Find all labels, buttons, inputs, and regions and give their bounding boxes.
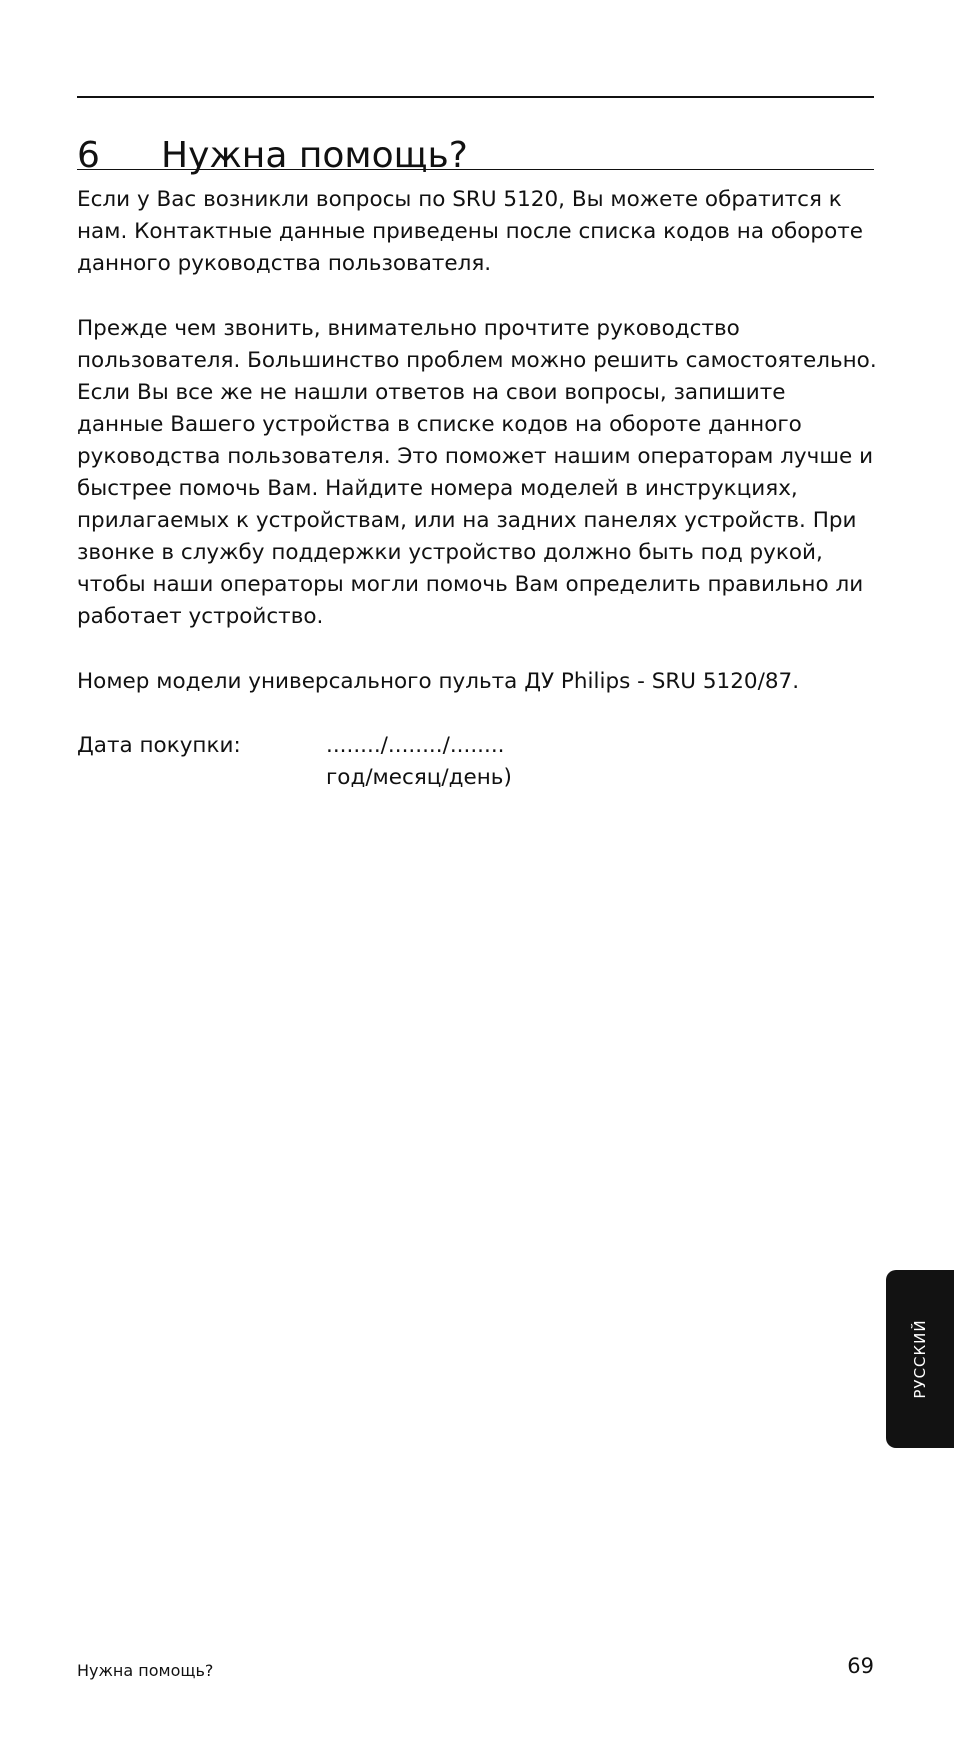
model-number-paragraph: Номер модели универсального пульта ДУ Philips - SRU 5120/87. (77, 669, 800, 694)
footer-title: Нужна помощь? (77, 1661, 214, 1680)
top-rule (77, 96, 874, 98)
purchase-date-format: год/месяц/день) (326, 765, 512, 790)
heading-rule (77, 169, 874, 170)
intro-paragraph: Если у Вас возникли вопросы по SRU 5120, Вы можете обратится к нам. Контактные данные приведены после списка кодов на обороте данного руководства пользователя. (77, 187, 863, 276)
section-number: 6 (77, 135, 100, 177)
purchase-date-label: Дата покупки: (77, 733, 241, 758)
instructions-paragraph: Прежде чем звонить, внимательно прочтите руководство пользователя. Большинство проблем можно решить самостоятельно. Если Вы все же не нашли ответов на свои вопросы, запишите данные Вашего устройства в списке кодов на обороте данного руководства пользователя. Это поможет нашим операторам лучше и быстрее помочь Вам. Найдите номера моделей в инструкциях, прилагаемых к устройствам, или на задних панелях устройств. При звонке в службу поддержки устройство должно быть под рукой, чтобы наши операторы могли помочь Вам определить правильно ли работает устройство. (77, 316, 877, 629)
section-heading (77, 128, 468, 184)
language-tab (886, 1270, 954, 1448)
purchase-date-blank: ......../......../........ (326, 733, 505, 758)
section-title: Нужна помощь? (161, 135, 468, 177)
language-tab-label: РУССКИЙ (911, 1319, 929, 1399)
page-number: 69 (847, 1654, 874, 1678)
